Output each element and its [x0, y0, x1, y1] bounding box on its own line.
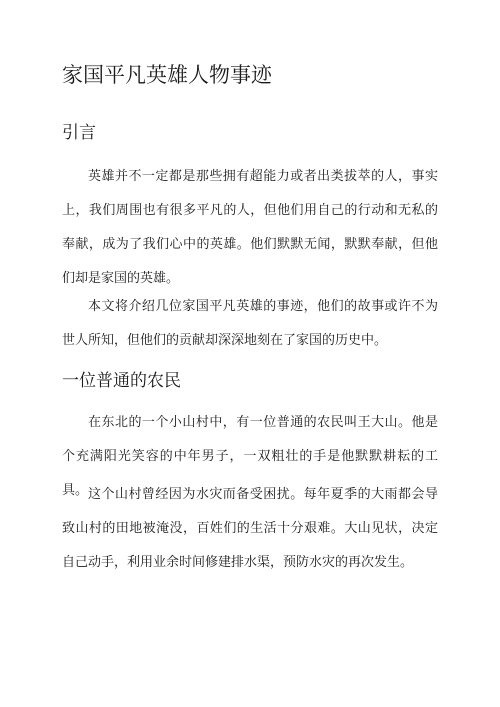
paragraph: 在东北的一个小山村中，有一位普通的农民叫王大山。他是个充满阳光笑容的中年男子，一双粗壮的手是他默默耕耘的工具。	[62, 415, 438, 498]
paragraph: 本文将介绍几位家国平凡英雄的事迹，他们的故事或许不为世人所知，但他们的贡献却深深地刻在了家国的历史中。	[62, 299, 438, 348]
section-heading-introduction: 引言	[62, 123, 96, 143]
paragraph: 这个山村曾经因为水灾而备受困扰。每年夏季的大雨都会导致山村的田地被淹没，百姓们的生活十分艰难。大山见状，决定自己动手，利用业余时间修建排水渠，预防水灾的再次发生。	[62, 487, 438, 570]
section-heading-ordinary-farmer: 一位普通的农民	[62, 371, 181, 391]
paragraph: 英雄并不一定都是那些拥有超能力或者出类拔萃的人，事实上，我们周围也有很多平凡的人，但他们用自己的行动和无私的奉献，成为了我们心中的英雄。他们默默无闻，默默奉献，但他们却是家国的英雄。	[62, 169, 438, 286]
document-title: 家国平凡英雄人物事迹	[62, 63, 272, 87]
